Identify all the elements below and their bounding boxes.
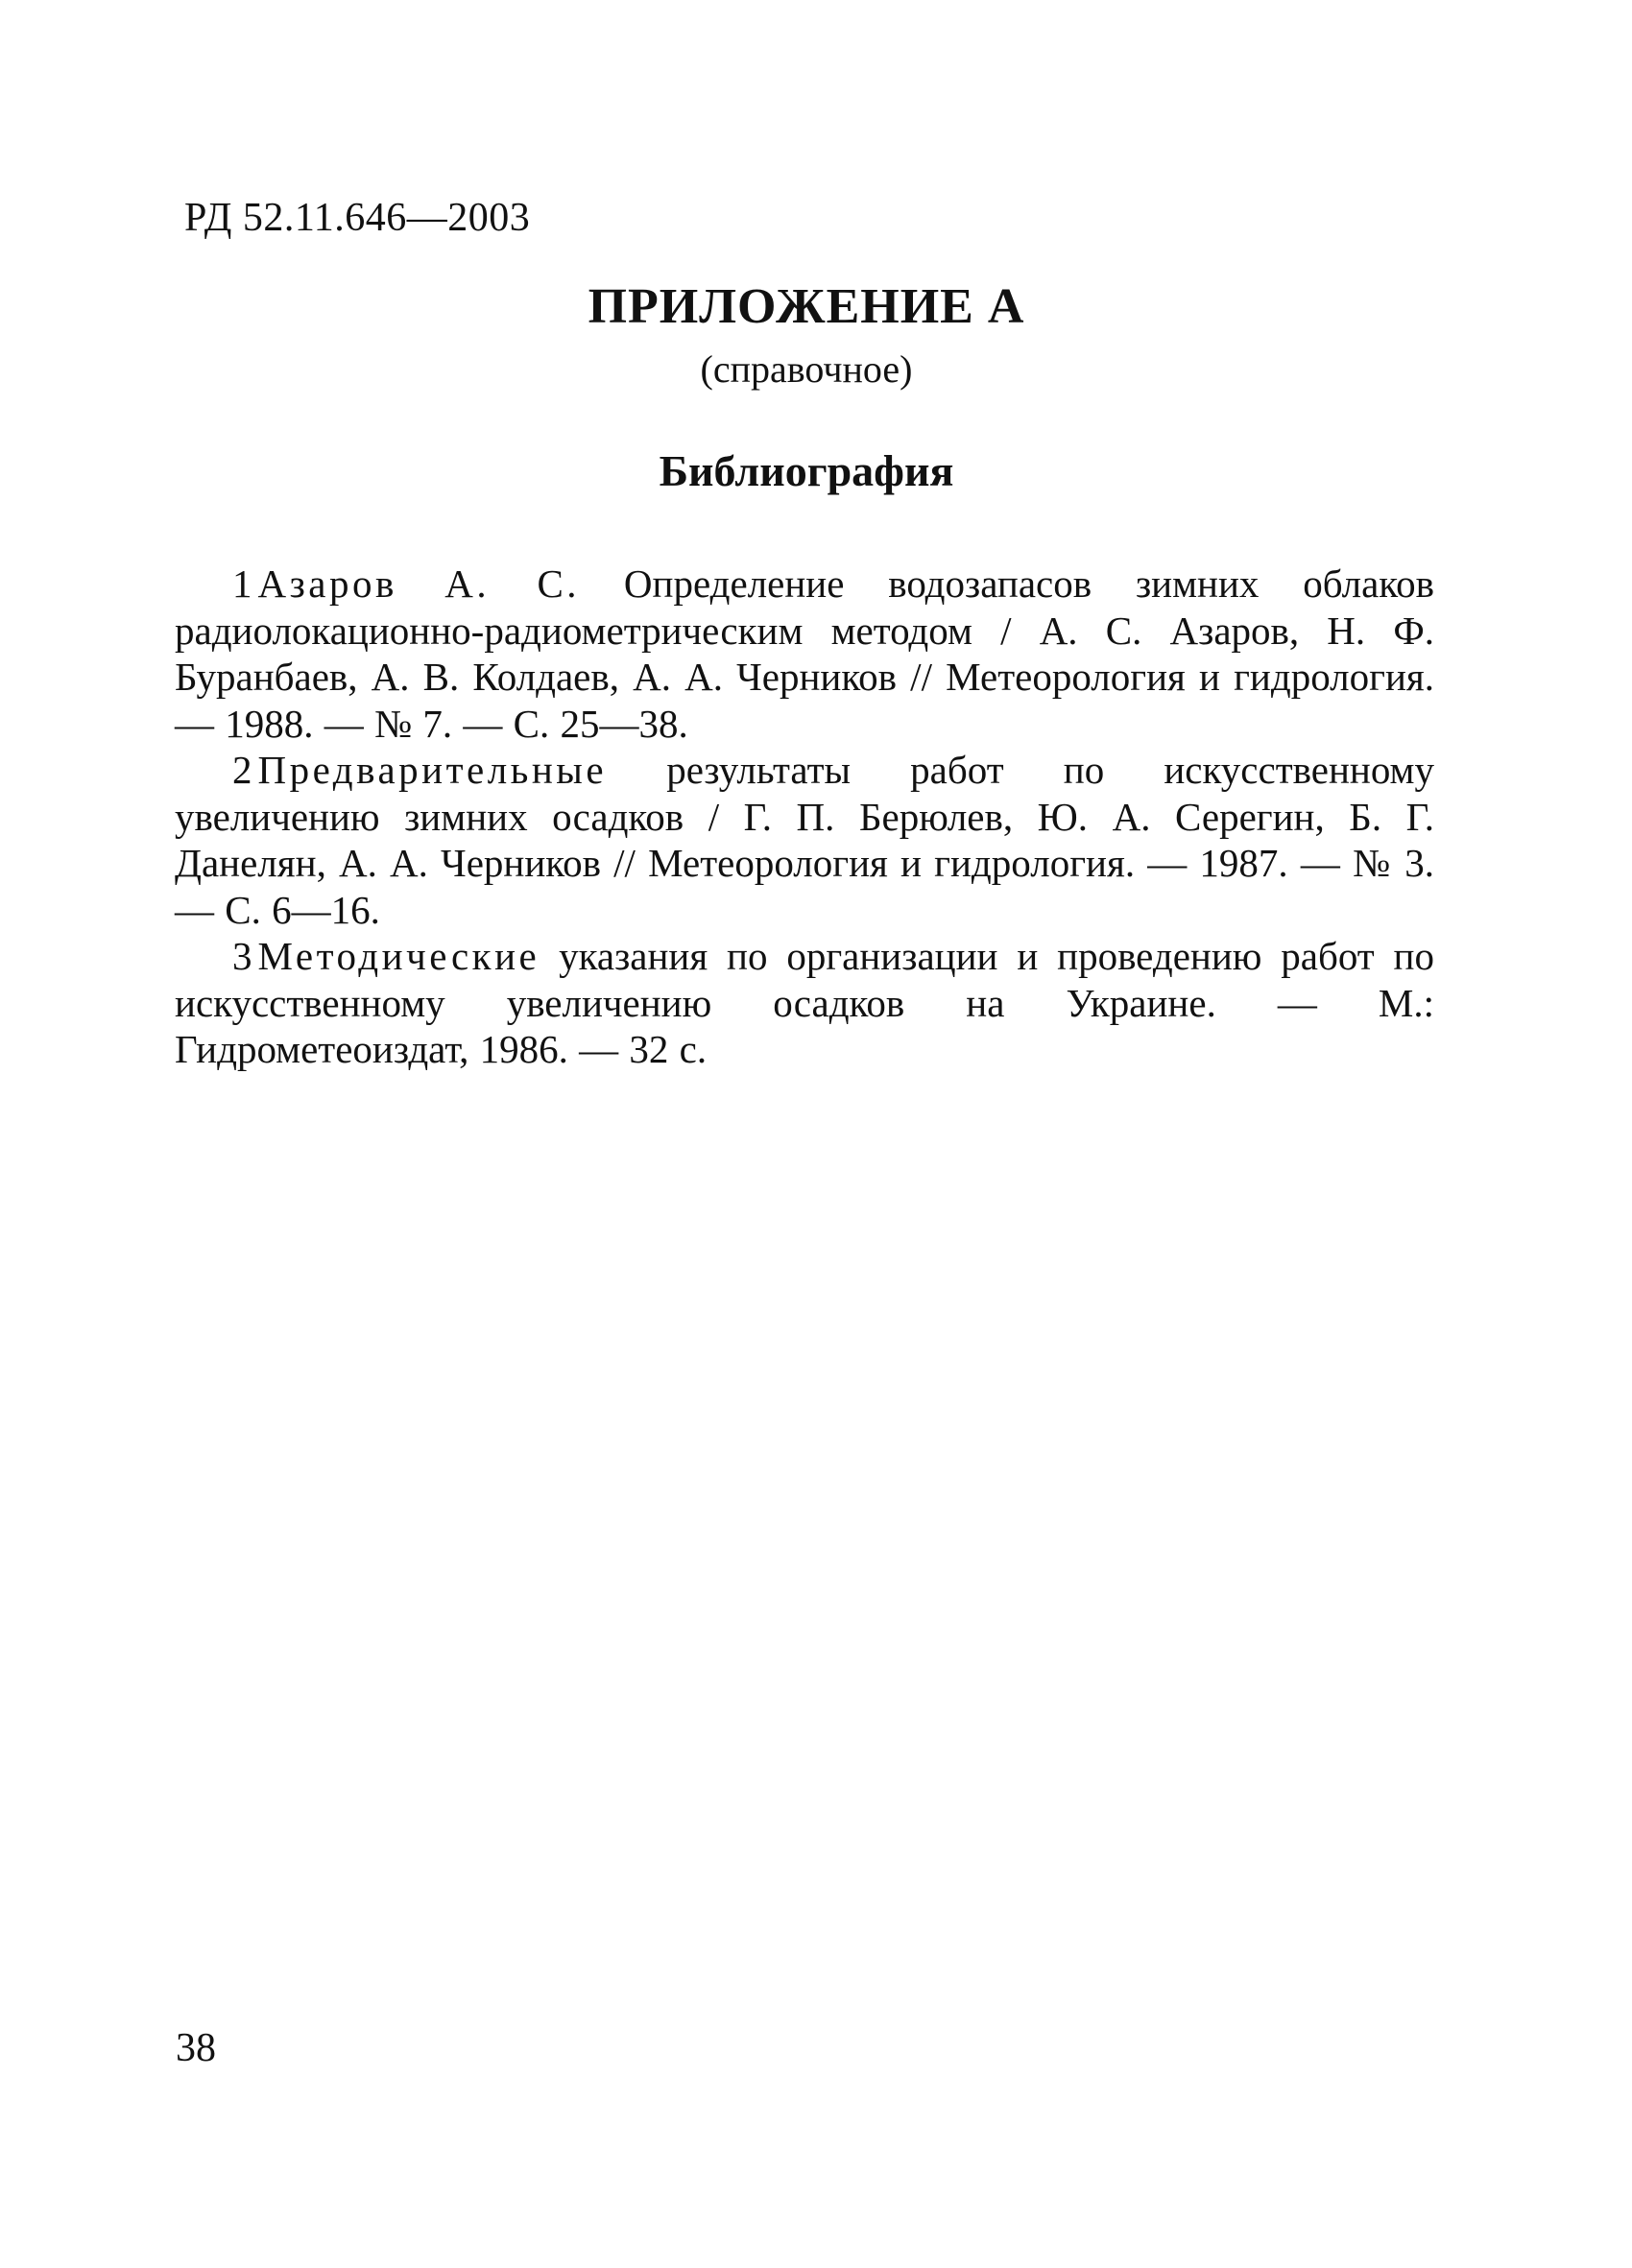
entry-lead: Методические xyxy=(257,934,540,978)
entry-lead: Предварительные xyxy=(257,748,608,792)
entry-number: 2 xyxy=(232,748,252,792)
entry-text: указания по организации и проведению работ по искусственному увеличению осадков на Украине. — М.: Гидрометеоиздат, 1986. — 32 с. xyxy=(175,934,1434,1071)
appendix-type: (справочное) xyxy=(700,347,913,391)
entry-number: 1 xyxy=(232,561,252,606)
bibliography-entry xyxy=(175,933,1434,1073)
bibliography-list xyxy=(175,561,1434,1073)
document-code: РД 52.11.646—2003 xyxy=(184,196,531,240)
bibliography-entry xyxy=(175,561,1434,747)
bibliography-entry xyxy=(175,747,1434,933)
entry-number: 3 xyxy=(232,934,252,978)
page-number: 38 xyxy=(176,2026,216,2070)
entry-text: Определение водозапасов зимних облаков радиолокационно-радиометрическим методом / А. С. Азаров, Н. Ф. Буранбаев, А. В. Колдаев, А. А. Черников // Метеорология и гидрология. — 1988. — № 7. — С. 25—38. xyxy=(175,561,1434,746)
appendix-title: ПРИЛОЖЕНИЕ А xyxy=(588,279,1025,334)
section-title: Библиография xyxy=(659,446,954,495)
entry-lead: Азаров А. С. xyxy=(257,561,581,606)
entry-text: результаты работ по искусственному увеличению зимних осадков / Г. П. Берюлев, Ю. А. Серегин, Б. Г. Данелян, А. А. Черников // Метеорология и гидрология. — 1987. — № 3. — С. 6—16. xyxy=(175,748,1434,932)
